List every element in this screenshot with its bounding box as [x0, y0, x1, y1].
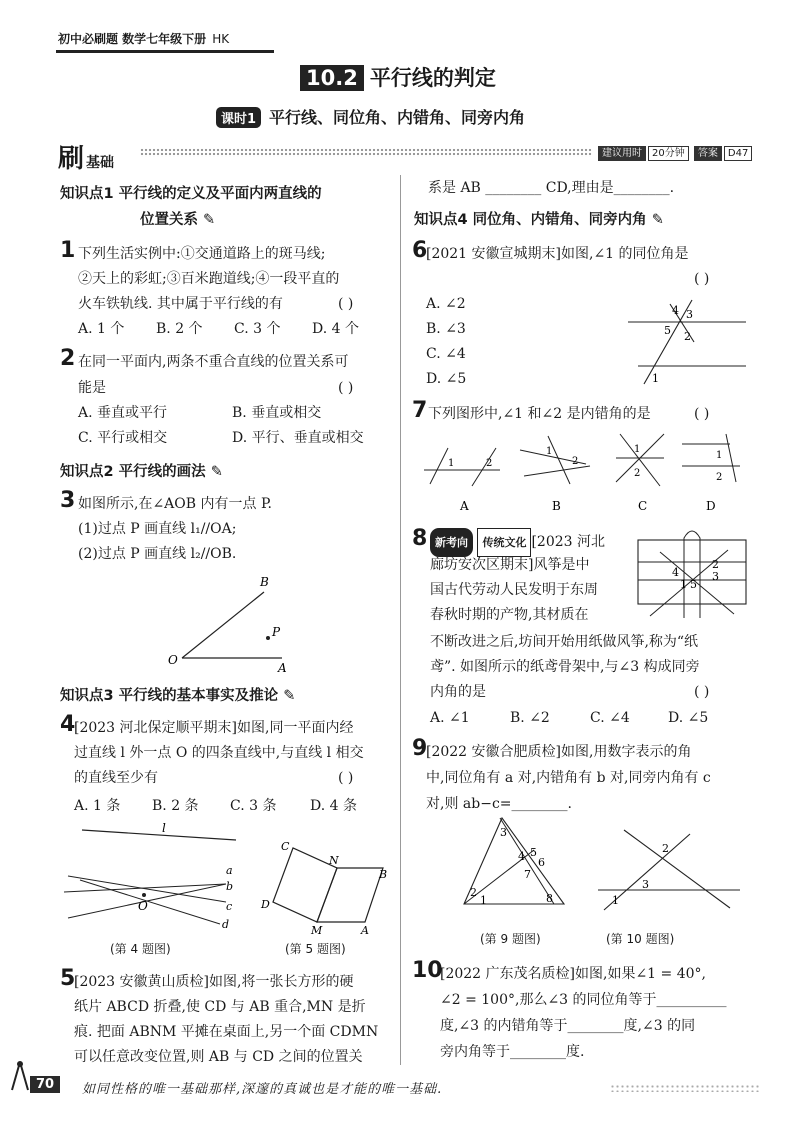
svg-text:3: 3 — [686, 308, 693, 321]
q1-line1: 下列生活实例中:①交通道路上的斑马线; — [78, 246, 326, 262]
knowledge-point-3: 知识点3 平行线的基本事实及推论 ✎ — [60, 688, 296, 704]
q8-number: 8 — [412, 526, 428, 551]
q5-continuation: 系是 AB ________ CD,理由是________. — [428, 180, 675, 196]
q4-line3: 的直线至少有 — [74, 770, 158, 786]
svg-text:O: O — [168, 653, 178, 667]
q8-line5: 不断改进之后,坊间开始用纸做风筝,称为“纸 — [430, 634, 699, 650]
q8-line3: 国古代劳动人民发明于东周 — [430, 582, 598, 598]
q2-option-a: A. 垂直或平行 — [78, 405, 168, 421]
q3-figure — [160, 570, 300, 675]
svg-text:A: A — [361, 924, 369, 937]
q4-number: 4 — [60, 712, 76, 737]
q7-figure-a — [424, 448, 500, 486]
book-header: 初中必刷题 数学七年级下册 HK — [58, 32, 230, 46]
svg-text:5: 5 — [690, 578, 697, 591]
q2-line1: 在同一平面内,两条不重合直线的位置关系可 — [78, 354, 349, 370]
q6-option-c: C. ∠4 — [426, 346, 466, 362]
q9-line1: [2022 安徽合肥质检]如图,用数字表示的角 — [426, 744, 692, 760]
column-divider — [400, 175, 401, 1065]
q1-option-d: D. 4 个 — [312, 321, 359, 337]
q10-number: 10 — [412, 958, 443, 983]
q2-option-c: C. 平行或相交 — [78, 430, 168, 446]
level-banner: 刷基础 — [58, 144, 115, 174]
q6-bracket: ( ) — [694, 271, 710, 287]
q5-line4: 可以任意改变位置,则 AB 与 CD 之间的位置关 — [74, 1049, 363, 1065]
knowledge-point-4: 知识点4 同位角、内错角、同旁内角 ✎ — [414, 212, 664, 228]
q8-kite-figure — [632, 522, 752, 624]
q6-option-b: B. ∠3 — [426, 321, 466, 337]
q9-figure — [454, 812, 574, 912]
q1-option-a: A. 1 个 — [78, 321, 125, 337]
svg-text:4: 4 — [518, 850, 525, 863]
q8-option-c: C. ∠4 — [590, 710, 630, 726]
culture-tag: 传统文化 — [477, 528, 531, 557]
q4-option-a: A. 1 条 — [74, 798, 121, 814]
svg-text:1: 1 — [680, 578, 687, 591]
q4-option-d: D. 4 条 — [310, 798, 357, 814]
new-direction-tag: 新考向 — [430, 528, 473, 557]
svg-text:M: M — [311, 924, 323, 937]
q1-line2: ②天上的彩虹;③百米跑道线;④一段平直的 — [78, 271, 340, 287]
svg-text:1: 1 — [448, 458, 455, 469]
header-rule — [56, 50, 274, 53]
svg-text:D: D — [261, 898, 270, 911]
q5-figure — [255, 838, 395, 938]
section-title: 10.2 平行线的判定 — [300, 62, 496, 92]
q4-option-b: B. 2 条 — [152, 798, 199, 814]
q6-figure — [620, 298, 750, 390]
svg-text:D: D — [706, 499, 716, 513]
q7-figure-c — [616, 434, 664, 486]
q9-caption: (第 9 题图) — [480, 932, 541, 946]
q1-line3: 火车铁轨线. 其中属于平行线的有 — [78, 296, 283, 312]
svg-text:1: 1 — [480, 894, 487, 907]
svg-text:2: 2 — [712, 558, 719, 571]
line-l — [82, 830, 236, 840]
q1-number: 1 — [60, 238, 76, 263]
q2-option-b: B. 垂直或相交 — [232, 405, 322, 421]
svg-text:A: A — [278, 661, 287, 675]
q10-figure — [594, 824, 744, 914]
svg-text:2: 2 — [684, 330, 691, 343]
svg-text:1: 1 — [634, 444, 641, 455]
q10-line2: ∠2 = 100°,那么∠3 的同位角等于__________ — [440, 992, 727, 1008]
knowledge-point-1-cont: 位置关系 ✎ — [140, 212, 216, 228]
svg-text:3: 3 — [642, 878, 649, 891]
svg-text:P: P — [272, 625, 281, 639]
q1-option-c: C. 3 个 — [234, 321, 281, 337]
svg-text:4: 4 — [672, 304, 679, 317]
q4-option-c: C. 3 条 — [230, 798, 277, 814]
q9-line2: 中,同位角有 a 对,内错角有 b 对,同旁内角有 c — [426, 770, 711, 786]
ray-ob — [182, 592, 264, 658]
q2-bracket: ( ) — [338, 380, 354, 396]
q4-caption: (第 4 题图) — [110, 942, 171, 956]
q10-line4: 旁内角等于________度. — [440, 1044, 585, 1060]
q7-figure-d — [682, 434, 740, 483]
q4-line1: [2023 河北保定顺平期末]如图,同一平面内经 — [74, 720, 354, 736]
q3-line3: (2)过点 P 画直线 l₂//OB. — [78, 546, 237, 562]
time-box: 建议用时 20分钟 答案 D47 — [596, 144, 752, 159]
q7-number: 7 — [412, 398, 428, 423]
svg-text:B: B — [552, 499, 561, 513]
svg-text:N: N — [329, 854, 339, 867]
svg-text:1: 1 — [716, 450, 723, 461]
q5-line1: [2023 安徽黄山质检]如图,将一张长方形的硬 — [74, 974, 354, 990]
q8-option-b: B. ∠2 — [510, 710, 550, 726]
svg-text:1: 1 — [652, 372, 659, 385]
compass-icon — [8, 1058, 32, 1094]
q5-line2: 纸片 ABCD 折叠,使 CD 与 AB 重合,MN 是折 — [74, 999, 366, 1015]
svg-text:A: A — [460, 499, 469, 513]
lesson-tag: 课时1 — [216, 107, 261, 128]
svg-text:3: 3 — [500, 826, 507, 839]
svg-text:6: 6 — [538, 856, 545, 869]
q9-number: 9 — [412, 736, 428, 761]
q5-number: 5 — [60, 966, 76, 991]
q8-bracket: ( ) — [694, 684, 710, 700]
footer-motto: 如同性格的唯一基础那样,深邃的真诚也是才能的唯一基础. — [82, 1082, 443, 1097]
svg-text:1: 1 — [546, 446, 553, 457]
svg-text:4: 4 — [672, 566, 679, 579]
q8-line4: 春秋时期的产物,其材质在 — [430, 607, 589, 623]
q7-figure-b — [520, 436, 590, 484]
svg-text:a: a — [226, 864, 233, 877]
svg-text:B: B — [379, 868, 388, 881]
svg-text:3: 3 — [712, 570, 719, 583]
q10-caption: (第 10 题图) — [606, 932, 675, 946]
q4-figure — [60, 818, 240, 938]
point-p — [266, 636, 270, 640]
q8-line7: 内角的是 — [430, 684, 486, 700]
q5-caption: (第 5 题图) — [285, 942, 346, 956]
svg-text:2: 2 — [470, 886, 477, 899]
section-number: 10.2 — [300, 65, 364, 91]
knowledge-point-1: 知识点1 平行线的定义及平面内两直线的 — [60, 186, 322, 202]
svg-text:c: c — [226, 900, 233, 913]
svg-text:7: 7 — [524, 868, 531, 881]
svg-text:d: d — [222, 918, 230, 931]
q6-line1: [2021 安徽宣城期末]如图,∠1 的同位角是 — [426, 246, 689, 262]
svg-text:2: 2 — [634, 468, 641, 479]
svg-text:8: 8 — [546, 892, 553, 905]
q10-line1: [2022 广东茂名质检]如图,如果∠1 = 40°, — [440, 966, 706, 982]
svg-text:C: C — [281, 840, 290, 853]
svg-text:2: 2 — [486, 458, 493, 469]
lesson-title: 课时1 平行线、同位角、内错角、同旁内角 — [216, 105, 525, 128]
q7-bracket: ( ) — [694, 406, 710, 422]
svg-text:O: O — [138, 899, 148, 913]
svg-text:2: 2 — [716, 472, 723, 483]
footer-dots — [610, 1084, 760, 1092]
q2-number: 2 — [60, 346, 76, 371]
q10-line3: 度,∠3 的内错角等于________度,∠3 的同 — [440, 1018, 696, 1034]
page-number: 70 — [30, 1076, 60, 1093]
svg-text:B: B — [260, 575, 269, 589]
q6-option-a: A. ∠2 — [426, 296, 466, 312]
q4-bracket: ( ) — [338, 770, 354, 786]
q8-option-d: D. ∠5 — [668, 710, 709, 726]
q2-line2: 能是 — [78, 380, 106, 396]
q1-bracket: ( ) — [338, 296, 354, 312]
q3-line1: 如图所示,在∠AOB 内有一点 P. — [78, 496, 272, 512]
q9-line3: 对,则 ab−c=________. — [426, 796, 572, 812]
q5-line3: 痕. 把面 ABNM 平摊在桌面上,另一个面 CDMN — [74, 1024, 379, 1040]
q8-option-a: A. ∠1 — [430, 710, 470, 726]
svg-text:2: 2 — [572, 456, 579, 467]
q8-line6: 鸢”. 如图所示的纸鸢骨架中,与∠3 构成同旁 — [430, 659, 700, 675]
q8-line2: 廊坊安次区期末]风筝是中 — [430, 557, 590, 573]
svg-text:l: l — [162, 821, 166, 835]
q4-line2: 过直线 l 外一点 O 的四条直线中,与直线 l 相交 — [74, 745, 364, 761]
q3-number: 3 — [60, 488, 76, 513]
q1-option-b: B. 2 个 — [156, 321, 203, 337]
q3-line2: (1)过点 P 画直线 l₁//OA; — [78, 521, 237, 537]
q8-tags: 新考向 传统文化 [2023 河北 — [430, 528, 605, 557]
q7-figures — [420, 430, 750, 520]
svg-text:C: C — [638, 499, 648, 513]
q2-option-d: D. 平行、垂直或相交 — [232, 430, 364, 446]
q6-number: 6 — [412, 238, 428, 263]
svg-text:b: b — [226, 880, 234, 893]
knowledge-point-2: 知识点2 平行线的画法 ✎ — [60, 464, 223, 480]
q6-option-d: D. ∠5 — [426, 371, 467, 387]
dotted-band — [140, 148, 592, 157]
svg-text:2: 2 — [662, 842, 669, 855]
svg-text:5: 5 — [530, 846, 537, 859]
q7-line1: 下列图形中,∠1 和∠2 是内错角的是 — [428, 406, 651, 422]
svg-text:1: 1 — [612, 894, 619, 907]
svg-text:5: 5 — [664, 324, 671, 337]
